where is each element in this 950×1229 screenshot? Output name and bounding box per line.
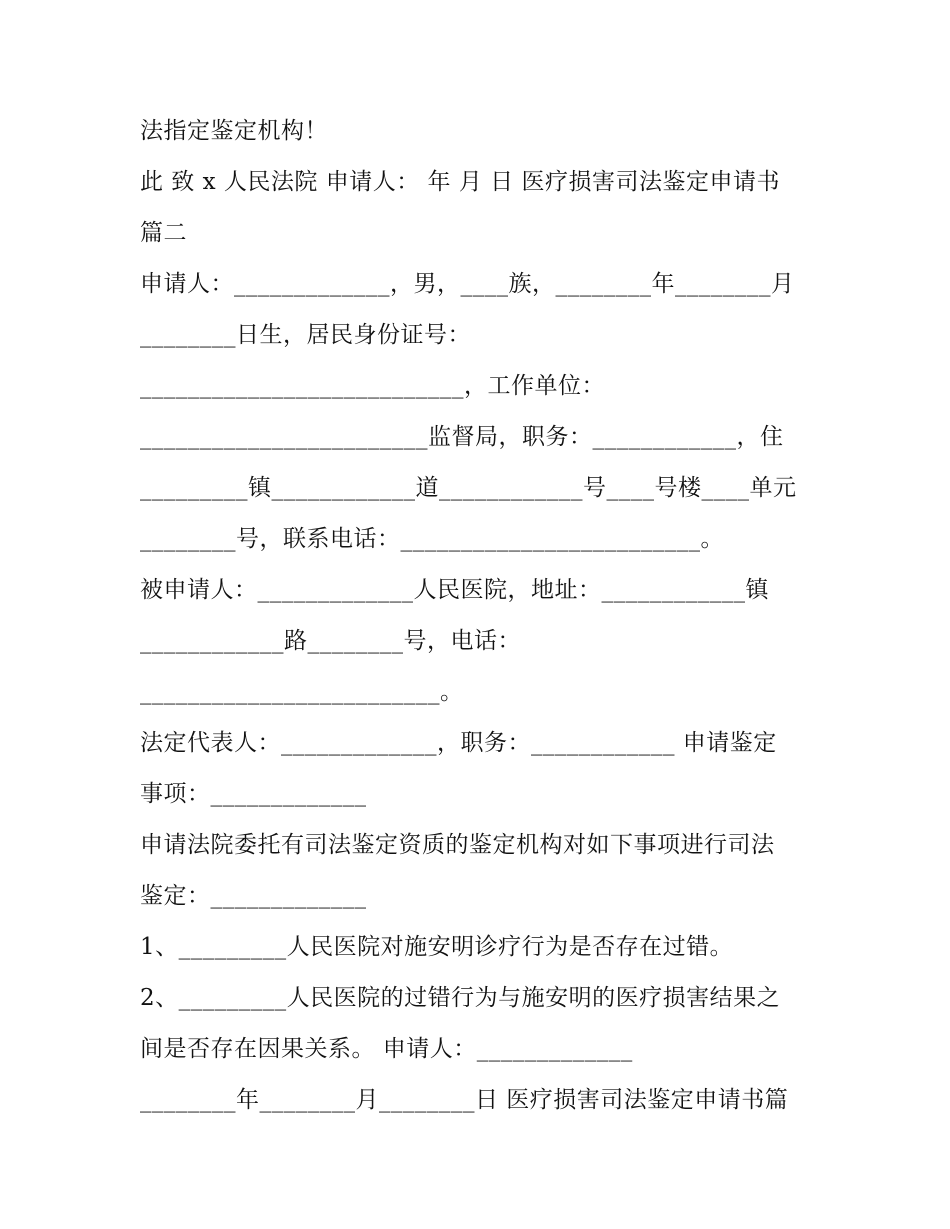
text-line: 申请法院委托有司法鉴定资质的鉴定机构对如下事项进行司法: [140, 832, 775, 858]
text-line: ________年________月________日 医疗损害司法鉴定申请书篇: [140, 1087, 789, 1113]
list-item: 1、_________人民医院对施安明诊疗行为是否存在过错。: [140, 934, 734, 960]
text-line: 事项：_____________: [140, 781, 367, 807]
text-line: 鉴定：_____________: [140, 883, 367, 909]
text-line: 申请人：_____________，男，____族，________年________月: [140, 271, 795, 297]
text-line: _________镇____________道____________号____号楼____单元: [140, 475, 797, 501]
document-body: [140, 106, 820, 1126]
text-line: _________________________。: [140, 679, 464, 705]
text-line: ________号，联系电话：_________________________。: [140, 526, 724, 552]
text-line: 被申请人：_____________人民医院，地址：____________镇: [140, 577, 769, 603]
text-line: ________________________监督局，职务：____________，住: [140, 424, 784, 450]
section-heading: 篇二: [140, 220, 187, 246]
list-item: 2、_________人民医院的过错行为与施安明的医疗损害结果之: [140, 985, 781, 1011]
text-line: ____________路________号，电话：: [140, 628, 521, 654]
text-line: 间是否存在因果关系。 申请人：_____________: [140, 1036, 633, 1062]
text-line: ________日生，居民身份证号：: [140, 322, 471, 348]
text-line: 法指定鉴定机构！: [140, 118, 328, 144]
text-line: 法定代表人：_____________，职务：____________ 申请鉴定: [140, 730, 777, 756]
text-line: 此 致 x 人民法院 申请人： 年 月 日 医疗损害司法鉴定申请书: [140, 169, 780, 195]
text-line: ___________________________，工作单位：: [140, 373, 605, 399]
